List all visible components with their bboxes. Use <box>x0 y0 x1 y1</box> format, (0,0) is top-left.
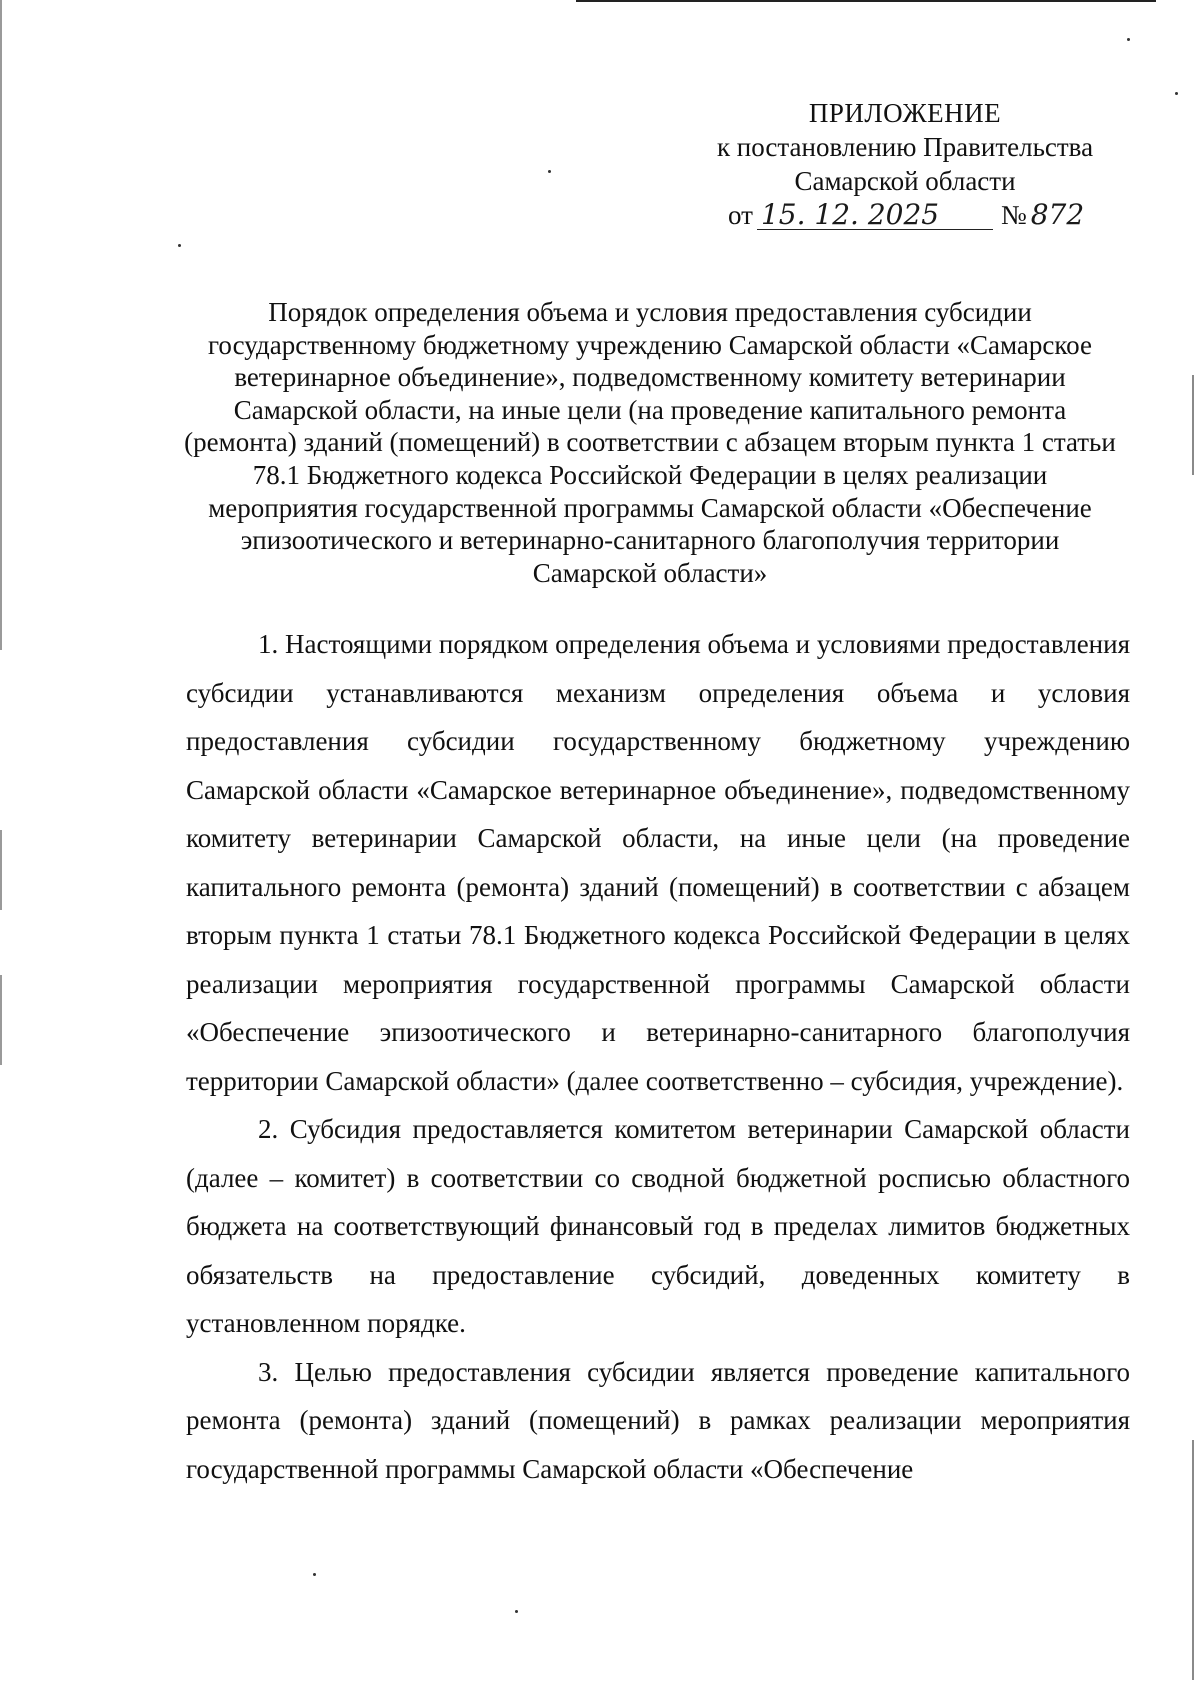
scan-speck <box>1175 92 1178 95</box>
paragraph-2: 2. Субсидия предоставляется комитетом ветеринарии Самарской области (далее – комитет) в соответствии со сводной бюджетной росписью областного бюджета на соответствующий финансовый год в пределах лимитов бюджетных обязательств на предоставление субсидий, доведенных комитету в установленном порядке. <box>186 1114 1130 1338</box>
scan-speck <box>313 1573 316 1576</box>
document-title: Порядок определения объема и условия предоставления субсидии государственному бюджетному учреждению Самарской области «Самарское ветеринарное объединение», подведомственному комитету ветеринарии Самарской области, на иные цели (на проведение капитального ремонта (ремонта) зданий (помещений) в соответствии с абзацем вторым пункта 1 статьи 78.1 Бюджетного кодекса Российской Федерации в целях реализации мероприятия государственной программы Самарской области «Обеспечение эпизоотического и ветеринарно-санитарного благополучия территории Самарской области» <box>184 297 1116 588</box>
scan-speck <box>548 170 551 173</box>
document-body <box>186 620 1130 1493</box>
scan-artifact-left-edge <box>0 830 2 910</box>
paragraph-3: 3. Целью предоставления субсидии является проведение капитального ремонта (ремонта) зданий (помещений) в рамках реализации мероприятия государственной программы Самарской области «Обеспечение <box>186 1356 1130 1484</box>
appendix-title: ПРИЛОЖЕНИЕ <box>808 98 1002 128</box>
handwritten-date: 15. 12. 2025 <box>760 198 940 231</box>
scan-artifact-right-edge <box>1192 1440 1194 1680</box>
scan-speck <box>178 244 181 247</box>
date-field <box>757 198 993 231</box>
appendix-reference-line: к постановлению Правительства <box>716 132 1094 162</box>
scan-artifact-right-edge <box>1192 375 1194 475</box>
scan-speck <box>1127 38 1130 41</box>
scan-artifact-top-line <box>576 0 1156 2</box>
handwritten-number: 872 <box>1030 198 1085 231</box>
scan-artifact-left-edge <box>0 975 2 1065</box>
number-prefix: № <box>1000 200 1027 230</box>
appendix-date-line <box>690 198 1120 232</box>
number-field <box>1031 198 1084 232</box>
paragraph-1: 1. Настоящими порядком определения объема и условиями предоставления субсидии устанавливаются механизм определения объема и условия предоставления субсидии государственному бюджетному учреждению Самарской области «Самарское ветеринарное объединение», подведомственному комитету ветеринарии Самарской области, на иные цели (на проведение капитального ремонта (ремонта) зданий (помещений) в соответствии с абзацем вторым пункта 1 статьи 78.1 Бюджетного кодекса Российской Федерации в целях реализации мероприятия государственной программы Самарской области «Обеспечение эпизоотического и ветеринарно-санитарного благополучия территории Самарской области» (далее соответственно – субсидия, учреждение). <box>186 629 1130 1096</box>
scan-artifact-left-edge <box>0 0 2 650</box>
appendix-region-line: Самарской области <box>794 166 1016 196</box>
appendix-header <box>690 96 1120 232</box>
date-prefix: от <box>728 200 753 230</box>
scan-speck <box>515 1610 518 1613</box>
